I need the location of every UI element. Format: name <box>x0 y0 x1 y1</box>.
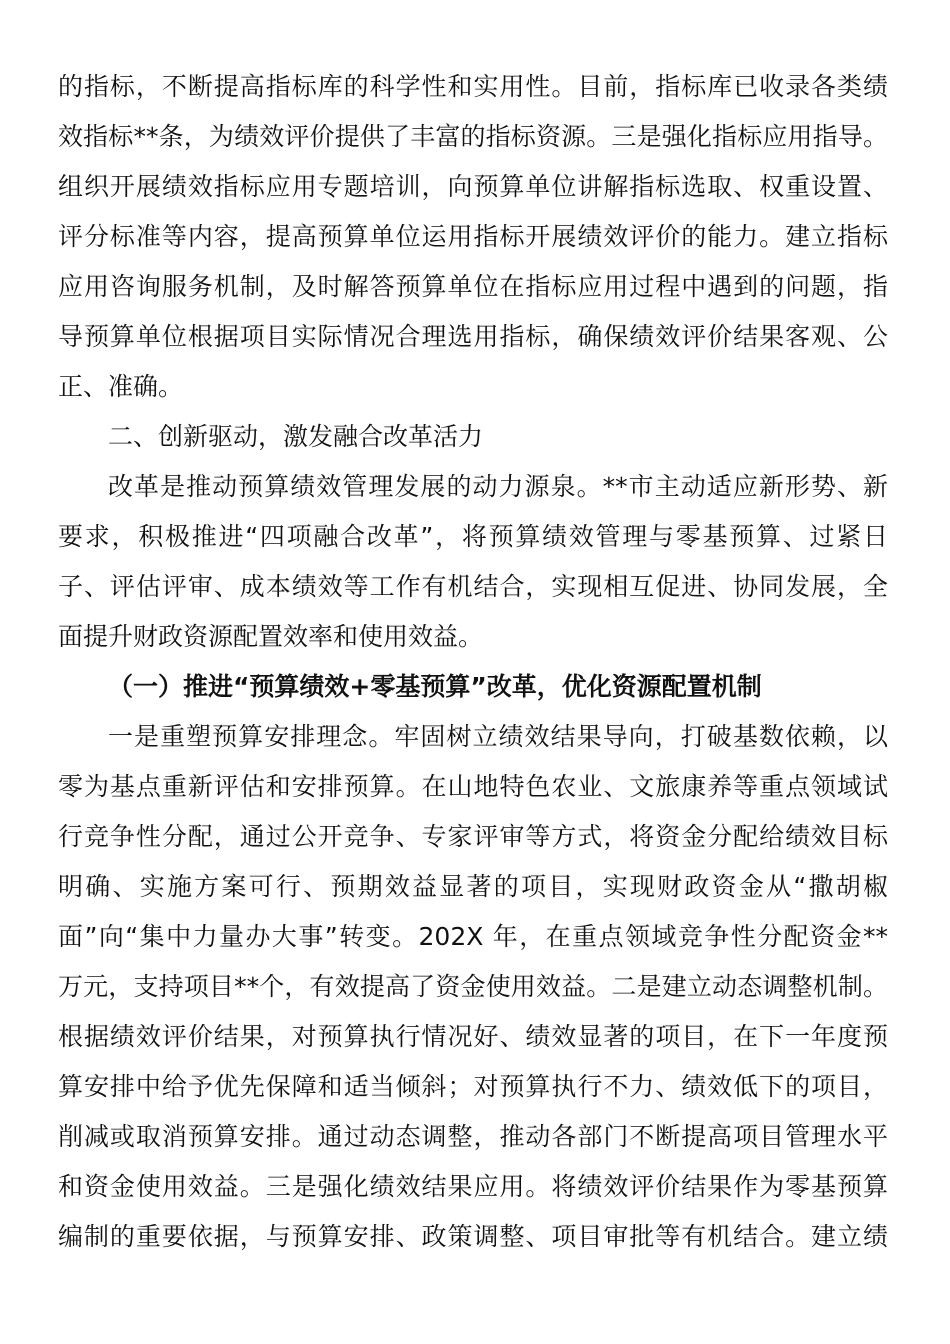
paragraph-line: 要求，积极推进“四项融合改革”，将预算绩效管理与零基预算、过紧日 <box>58 522 888 551</box>
paragraph-line: 零为基点重新评估和安排预算。在山地特色农业、文旅康养等重点领域试 <box>58 772 888 801</box>
paragraph-line: 万元，支持项目**个，有效提高了资金使用效益。二是建立动态调整机制。 <box>58 972 888 1001</box>
paragraph-line: 削减或取消预算安排。通过动态调整，推动各部门不断提高项目管理水平 <box>58 1122 888 1151</box>
paragraph-line: 正、准确。 <box>58 372 184 401</box>
paragraph-line: 改革是推动预算绩效管理发展的动力源泉。**市主动适应新形势、新 <box>108 472 888 501</box>
paragraph-line: 算安排中给予优先保障和适当倾斜；对预算执行不力、绩效低下的项目， <box>58 1072 888 1101</box>
paragraph-line: 二、创新驱动，激发融合改革活力 <box>108 422 484 451</box>
paragraph-line: 明确、实施方案可行、预期效益显著的项目，实现财政资金从“撒胡椒 <box>58 872 888 901</box>
paragraph-line: 效指标**条，为绩效评价提供了丰富的指标资源。三是强化指标应用指导。 <box>58 122 888 151</box>
paragraph-line: 评分标准等内容，提高预算单位运用指标开展绩效评价的能力。建立指标 <box>58 222 888 251</box>
paragraph-line: 编制的重要依据，与预算安排、政策调整、项目审批等有机结合。建立绩 <box>58 1222 888 1251</box>
paragraph-line: 根据绩效评价结果，对预算执行情况好、绩效显著的项目，在下一年度预 <box>58 1022 888 1051</box>
paragraph-line: 和资金使用效益。三是强化绩效结果应用。将绩效评价结果作为零基预算 <box>58 1172 888 1201</box>
paragraph-line: 导预算单位根据项目实际情况合理选用指标，确保绩效评价结果客观、公 <box>58 322 888 351</box>
paragraph-line: 应用咨询服务机制，及时解答预算单位在指标应用过程中遇到的问题，指 <box>58 272 888 301</box>
paragraph-line: 行竞争性分配，通过公开竞争、专家评审等方式，将资金分配给绩效目标 <box>58 822 888 851</box>
paragraph-line: 组织开展绩效指标应用专题培训，向预算单位讲解指标选取、权重设置、 <box>58 172 888 201</box>
paragraph-line: 的指标，不断提高指标库的科学性和实用性。目前，指标库已收录各类绩 <box>58 72 888 101</box>
section-subheading-line: （一）推进“预算绩效+零基预算”改革，优化资源配置机制 <box>108 672 762 701</box>
paragraph-line: 面”向“集中力量办大事”转变。202X 年，在重点领域竞争性分配资金** <box>58 922 888 951</box>
document-page <box>58 62 888 1262</box>
paragraph-line: 一是重塑预算安排理念。牢固树立绩效结果导向，打破基数依赖，以 <box>108 722 888 751</box>
paragraph-line: 面提升财政资源配置效率和使用效益。 <box>58 622 484 651</box>
paragraph-line: 子、评估评审、成本绩效等工作有机结合，实现相互促进、协同发展，全 <box>58 572 888 601</box>
